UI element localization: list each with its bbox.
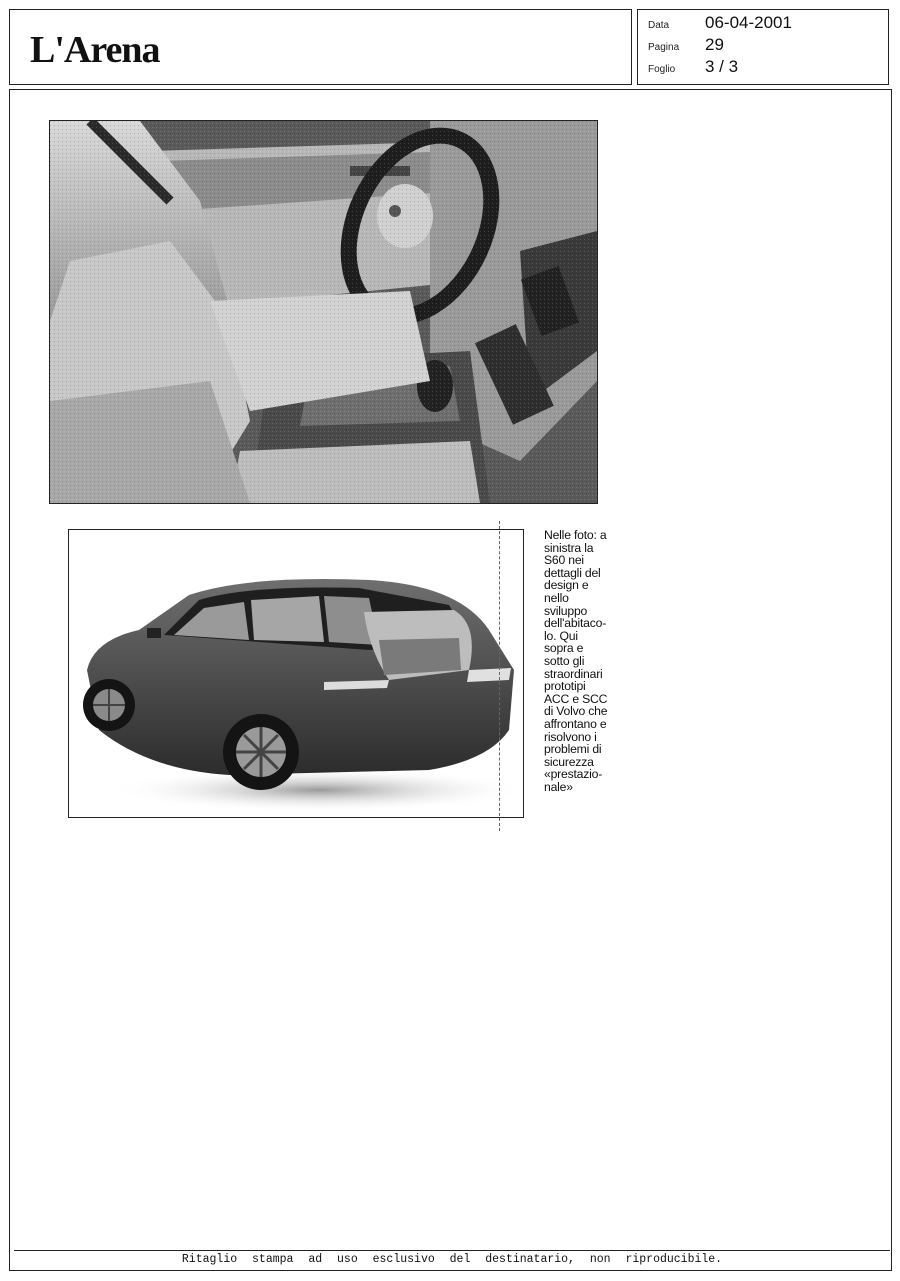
caption-line: sopra e	[544, 641, 584, 656]
masthead-box	[9, 9, 632, 85]
caption-line: lo. Qui	[544, 628, 578, 643]
meta-box	[637, 9, 889, 85]
caption-line: dettagli del	[544, 565, 601, 580]
caption-line: S60 nei	[544, 553, 584, 568]
caption-line: ACC e SCC	[544, 691, 608, 706]
meta-value: 06-04-2001	[705, 13, 792, 32]
meta-value: 3 / 3	[705, 57, 739, 76]
crop-mark	[499, 521, 500, 831]
caption-line: straordinari	[544, 666, 603, 681]
caption-line: «prestazio-	[544, 767, 603, 782]
caption-line: risolvono i	[544, 729, 597, 744]
meta-row-sheet	[648, 57, 738, 77]
car-photo-image	[69, 530, 523, 817]
caption-line: Nelle foto: a	[544, 528, 607, 542]
footer-notice: Ritaglio stampa ad uso esclusivo del destinatario, non riproducibile.	[181, 1253, 723, 1266]
meta-row-page	[648, 35, 724, 55]
caption-line: dell'abitaco-	[544, 616, 607, 631]
car-photo	[68, 529, 524, 818]
caption-line: design e	[544, 578, 589, 593]
caption-line: problemi di	[544, 742, 602, 757]
interior-photo-image	[50, 121, 597, 503]
meta-row-date	[648, 13, 792, 33]
meta-label: Foglio	[648, 64, 676, 75]
caption-line: prototipi	[544, 679, 586, 694]
interior-photo	[49, 120, 598, 504]
photo-caption	[544, 529, 624, 793]
meta-label: Pagina	[648, 42, 680, 53]
meta-label: Data	[648, 20, 670, 31]
caption-line: sicurezza	[544, 754, 594, 769]
meta-value: 29	[705, 35, 724, 54]
caption-line: affrontano e	[544, 716, 607, 731]
caption-line: sotto gli	[544, 653, 585, 668]
caption-line: nello	[544, 590, 569, 605]
caption-line: di Volvo che	[544, 704, 608, 719]
publication-title: L'Arena	[30, 29, 160, 71]
footer-divider	[14, 1250, 890, 1251]
caption-line: sinistra la	[544, 540, 594, 555]
caption-line: nale»	[544, 779, 573, 794]
caption-line: sviluppo	[544, 603, 588, 618]
